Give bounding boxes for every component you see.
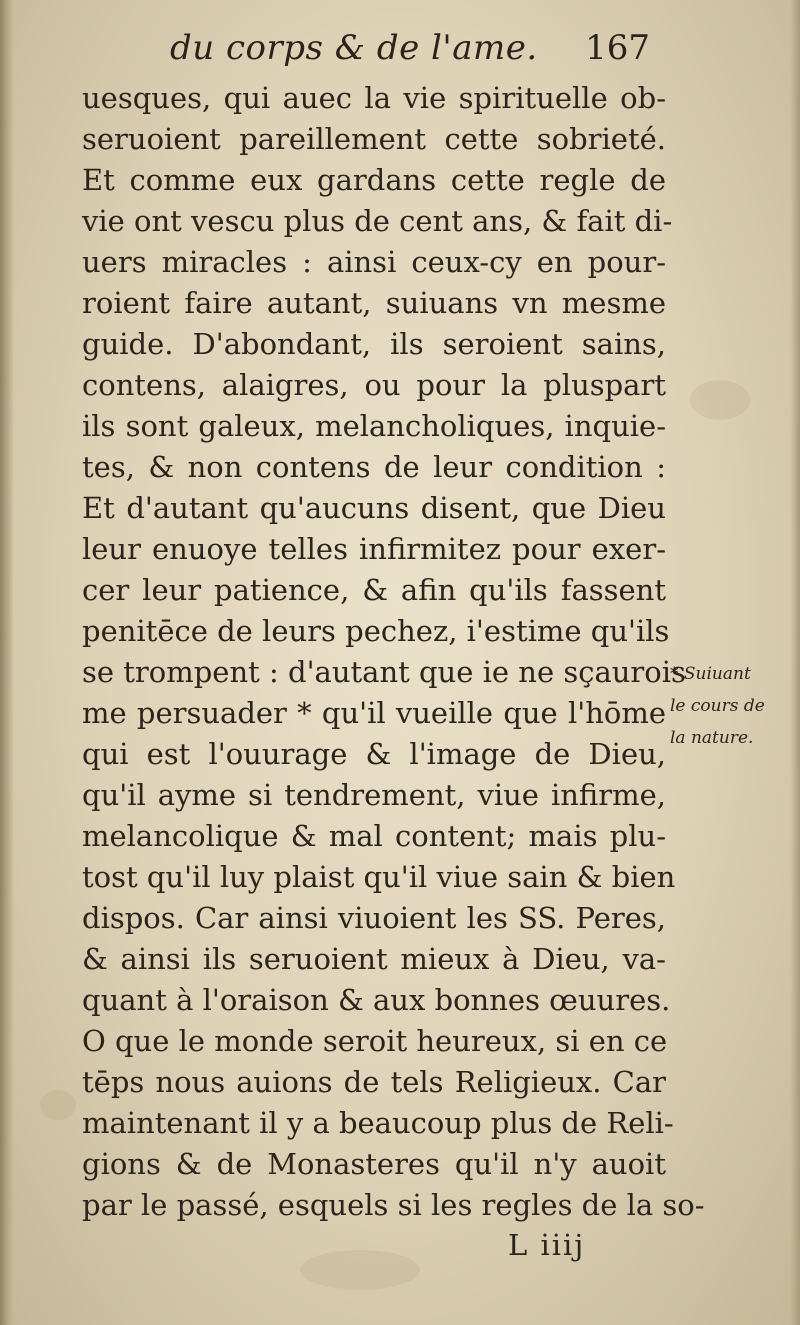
text-line: O que le monde seroit heureux, si en ce [82,1024,668,1058]
page-number: 167 [585,28,650,68]
margin-note-line: le cours de [670,696,765,716]
text-line: tes, & non contens de leur condition : [82,450,666,484]
paper-stain [300,1250,420,1290]
text-line: dispos. Car ainsi viuoient les SS. Peres, [82,901,666,935]
text-line: qui est l'ouurage & l'image de Dieu, [82,737,666,771]
paper-stain [690,380,750,420]
text-line: par le passé, esquels si les regles de la so- [82,1188,705,1222]
text-line: melancolique & mal content; mais plu- [82,819,666,853]
text-line: seruoient pareillement cette sobrieté. [82,122,666,156]
text-line: me persuader * qu'il vueille que l'hōme [82,696,666,730]
text-line: uers miracles : ainsi ceux-cy en pour- [82,245,666,279]
text-line: cer leur patience, & afin qu'ils fassent [82,573,666,607]
text-line: ils sont galeux, melancholiques, inquie- [82,409,666,443]
text-line: guide. D'abondant, ils seroient sains, [82,327,666,361]
margin-note-line: * Suiuant [670,664,751,684]
text-line: contens, alaigres, ou pour la pluspart [82,368,666,402]
text-line: tost qu'il luy plaist qu'il viue sain & bien [82,860,676,894]
text-line: leur enuoye telles infirmitez pour exer- [82,532,666,566]
paper-stain [40,1090,76,1120]
page-edge-shadow-left [0,0,14,1325]
text-line: qu'il ayme si tendrement, viue infirme, [82,778,666,812]
text-line: se trompent : d'autant que ie ne sçaurois [82,655,686,689]
running-title: du corps & de l'ame. [170,28,538,68]
text-line: vie ont vescu plus de cent ans, & fait di- [82,204,673,238]
text-line: maintenant il y a beaucoup plus de Reli- [82,1106,674,1140]
text-line: Et comme eux gardans cette regle de [82,163,666,197]
text-line: roient faire autant, suiuans vn mesme [82,286,666,320]
text-line: gions & de Monasteres qu'il n'y auoit [82,1147,666,1181]
body-text [82,78,705,1226]
text-line: Et d'autant qu'aucuns disent, que Dieu [82,491,666,525]
text-line: & ainsi ils seruoient mieux à Dieu, va- [82,942,666,976]
margin-note-line: la nature. [670,728,754,748]
text-line: tēps nous auions de tels Religieux. Car [82,1065,666,1099]
text-line: uesques, qui auec la vie spirituelle ob- [82,81,666,115]
margin-note [670,658,795,754]
text-line: quant à l'oraison & aux bonnes œuures. [82,983,671,1017]
text-line: penitēce de leurs pechez, i'estime qu'ils [82,614,670,648]
running-head [170,28,660,78]
signature-mark: L iiij [508,1228,586,1262]
